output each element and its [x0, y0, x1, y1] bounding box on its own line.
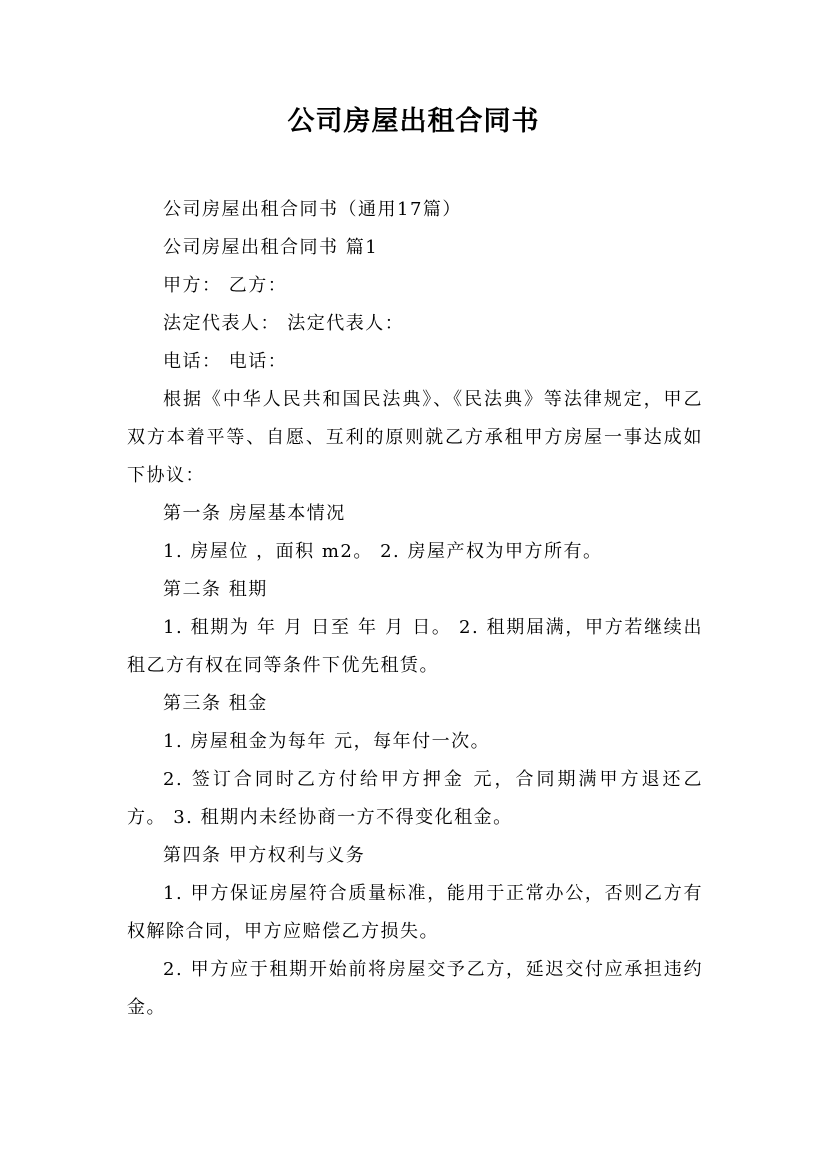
article-3-item-1: 1. 房屋租金为每年 元，每年付一次。: [163, 731, 491, 752]
document-title: 公司房屋出租合同书: [287, 106, 540, 137]
paragraph-chapter-heading: 公司房屋出租合同书 篇1: [163, 237, 379, 258]
article-1-body: 1. 房屋位 ，面积 m2。 2. 房屋产权为甲方所有。: [163, 541, 603, 562]
article-4-heading: 第四条 甲方权利与义务: [163, 845, 366, 866]
paragraph-phones: 电话： 电话：: [163, 351, 288, 372]
document-body: [127, 191, 703, 1027]
article-3-heading: 第三条 租金: [163, 693, 268, 714]
article-3-item-2: 2. 签订合同时乙方付给甲方押金 元，合同期满甲方退还乙方。 3. 租期内未经协商一方不得变化租金。: [127, 769, 703, 828]
paragraph-parties: 甲方： 乙方：: [163, 275, 288, 296]
article-2-heading: 第二条 租期: [163, 579, 268, 600]
paragraph-preamble: 根据《中华人民共和国民法典》、《民法典》等法律规定，甲乙双方本着平等、自愿、互利的原则就乙方承租甲方房屋一事达成如下协议：: [127, 389, 703, 486]
article-4-item-1: 1. 甲方保证房屋符合质量标准，能用于正常办公，否则乙方有权解除合同，甲方应赔偿乙方损失。: [127, 883, 703, 942]
paragraph-legal-representatives: 法定代表人： 法定代表人：: [163, 313, 405, 334]
paragraph-subtitle: 公司房屋出租合同书（通用17篇）: [163, 199, 462, 220]
article-1-heading: 第一条 房屋基本情况: [163, 503, 346, 524]
article-2-body: 1. 租期为 年 月 日至 年 月 日。 2. 租期届满，甲方若继续出租乙方有权在同等条件下优先租赁。: [127, 617, 703, 676]
article-4-item-2: 2. 甲方应于租期开始前将房屋交予乙方，延迟交付应承担违约金。: [127, 959, 703, 1018]
